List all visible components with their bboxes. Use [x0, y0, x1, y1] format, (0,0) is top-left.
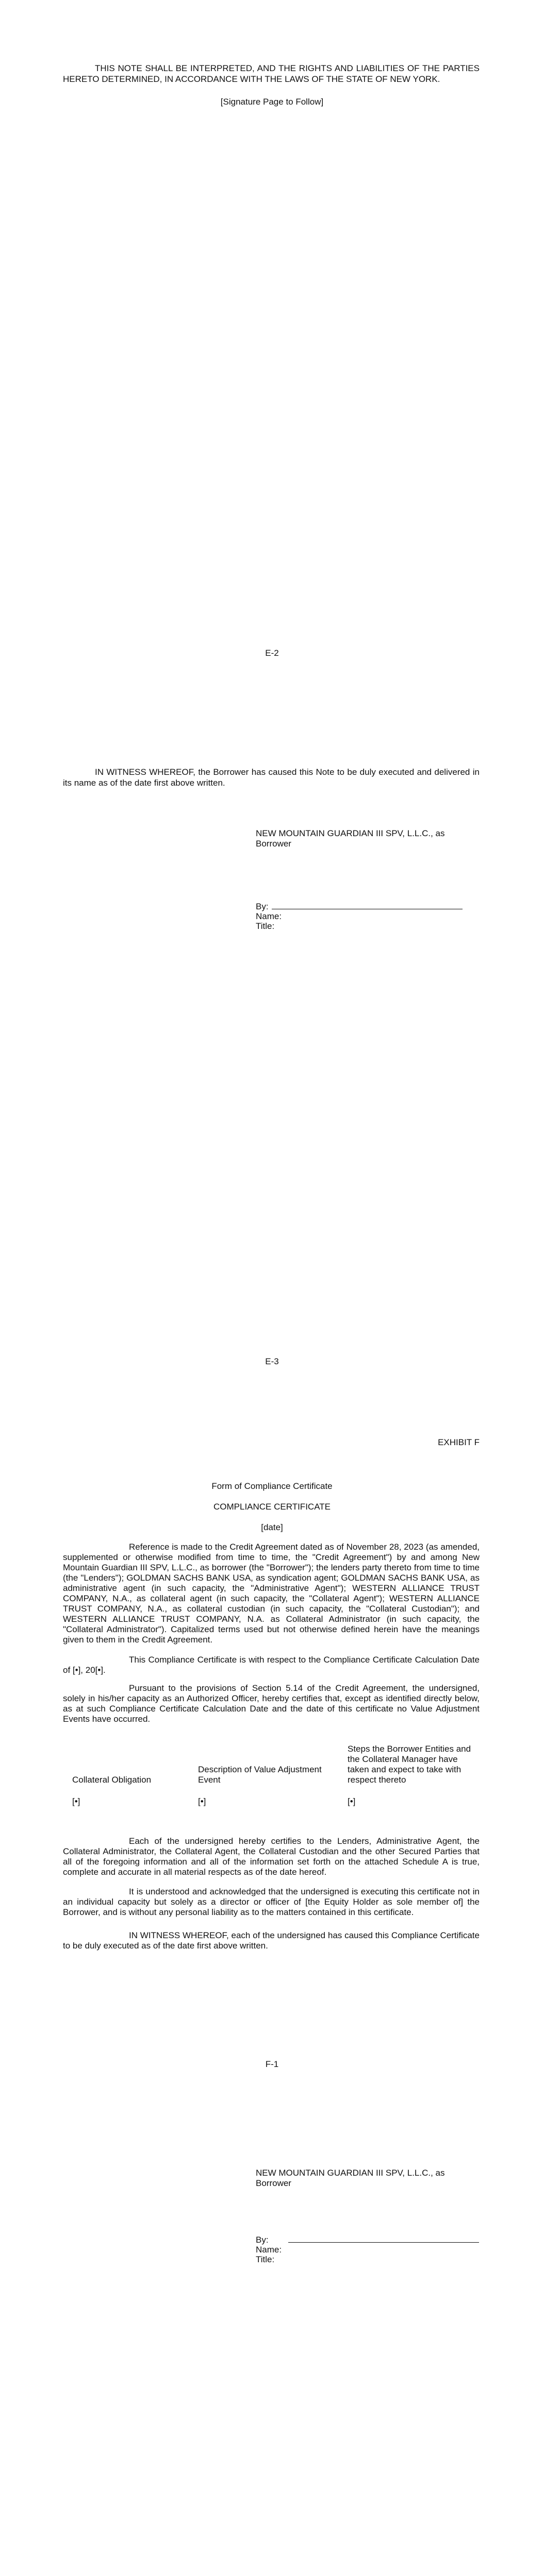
exhibit-label: EXHIBIT F [438, 1437, 480, 1447]
certification-paragraph: Each of the undersigned hereby certifies to the Lenders, Administrative Agent, the Collateral Administrator, the Collateral Agent, the Collateral Custodian and the other Secured Parties that all of the foregoing information and all of the information set forth on the attached Schedule A is true, complete and accurate in all material respects as of the date hereof. [63, 1836, 480, 1877]
by-label: By: [256, 2235, 269, 2245]
by-label: By: [256, 902, 269, 911]
certificate-date: [date] [261, 1522, 283, 1532]
signatory-role: Borrower [256, 2178, 291, 2189]
table-header-description: Description of Value Adjustment Event [198, 1765, 322, 1785]
form-title: Form of Compliance Certificate [211, 1481, 333, 1491]
page-number: F-1 [265, 2059, 279, 2069]
signature-page-note: [Signature Page to Follow] [220, 97, 324, 107]
signatory-name: NEW MOUNTAIN GUARDIAN III SPV, L.L.C., as [256, 828, 445, 838]
value-adjustment-paragraph: Pursuant to the provisions of Section 5.14 of the Credit Agreement, the undersigned, solely in his/her capacity as an Authorized Officer, hereby certifies that, except as identified directly below, as at such Compliance Certificate Calculation Date and the date of this certificate no Value Adjustment Events have occurred. [63, 1683, 480, 1724]
table-cell: [•] [198, 1797, 206, 1807]
certificate-title: COMPLIANCE CERTIFICATE [213, 1502, 331, 1512]
table-cell: [•] [348, 1797, 356, 1807]
name-label: Name: [256, 911, 282, 922]
page-number: E-3 [265, 1357, 279, 1366]
table-header-steps: Steps the Borrower Entities and the Collateral Manager have taken and expect to take with respect thereto [348, 1744, 471, 1785]
calculation-date-paragraph: This Compliance Certificate is with respect to the Compliance Certificate Calculation Date of [•], 20[•]. [63, 1655, 480, 1675]
table-cell: [•] [72, 1797, 80, 1807]
governing-law-clause: THIS NOTE SHALL BE INTERPRETED, AND THE RIGHTS AND LIABILITIES OF THE PARTIES HERETO DETERMINED, IN ACCORDANCE WITH THE LAWS OF THE STATE OF NEW YORK. [63, 63, 480, 84]
signature-line [288, 2242, 479, 2243]
witness-clause: IN WITNESS WHEREOF, each of the undersigned has caused this Compliance Certificate to be duly executed as of the date first above written. [63, 1930, 480, 1951]
capacity-paragraph: It is understood and acknowledged that the undersigned is executing this certificate not in an individual capacity but solely as a director or officer of [the Equity Holder as sole member of] the Borrower, and is without any personal liability as to the matters contained in this certificate. [63, 1887, 480, 1918]
by-field [256, 902, 483, 911]
signature-block [256, 828, 483, 849]
table-row [72, 1785, 485, 1807]
title-label: Title: [256, 2255, 275, 2265]
signatory-role: Borrower [256, 839, 291, 849]
page-number: E-2 [265, 648, 279, 658]
witness-clause: IN WITNESS WHEREOF, the Borrower has caused this Note to be duly executed and delivered in its name as of the date first above written. [63, 767, 480, 788]
signatory-name: NEW MOUNTAIN GUARDIAN III SPV, L.L.C., as [256, 2168, 445, 2178]
value-adjustment-table [72, 1744, 485, 1807]
name-label: Name: [256, 2245, 282, 2255]
signature-fields [256, 902, 483, 931]
by-field [256, 2235, 483, 2245]
title-label: Title: [256, 921, 275, 931]
reference-paragraph: Reference is made to the Credit Agreement dated as of November 28, 2023 (as amended, supplemented or otherwise modified from time to time, the "Credit Agreement") by and among New Mountain Guardian III SPV, L.L.C., as borrower (the "Borrower"); the lenders party thereto from time to time (the "Lenders"); GOLDMAN SACHS BANK USA, as syndication agent; GOLDMAN SACHS BANK USA, as administrative agent (in such capacity, the "Administrative Agent"); WESTERN ALLIANCE TRUST COMPANY, N.A., as collateral agent (in such capacity, the "Collateral Agent"); WESTERN ALLIANCE TRUST COMPANY, N.A., as collateral custodian (in such capacity, the "Collateral Custodian"); and WESTERN ALLIANCE TRUST COMPANY, N.A. as Collateral Administrator (in such capacity, the "Collateral Administrator"). Capitalized terms used but not otherwise defined herein have the meanings given to them in the Credit Agreement. [63, 1542, 480, 1645]
signature-fields [256, 2235, 483, 2264]
signature-block [256, 2168, 483, 2189]
table-header-row [72, 1744, 485, 1785]
table-header-collateral: Collateral Obligation [72, 1775, 152, 1785]
